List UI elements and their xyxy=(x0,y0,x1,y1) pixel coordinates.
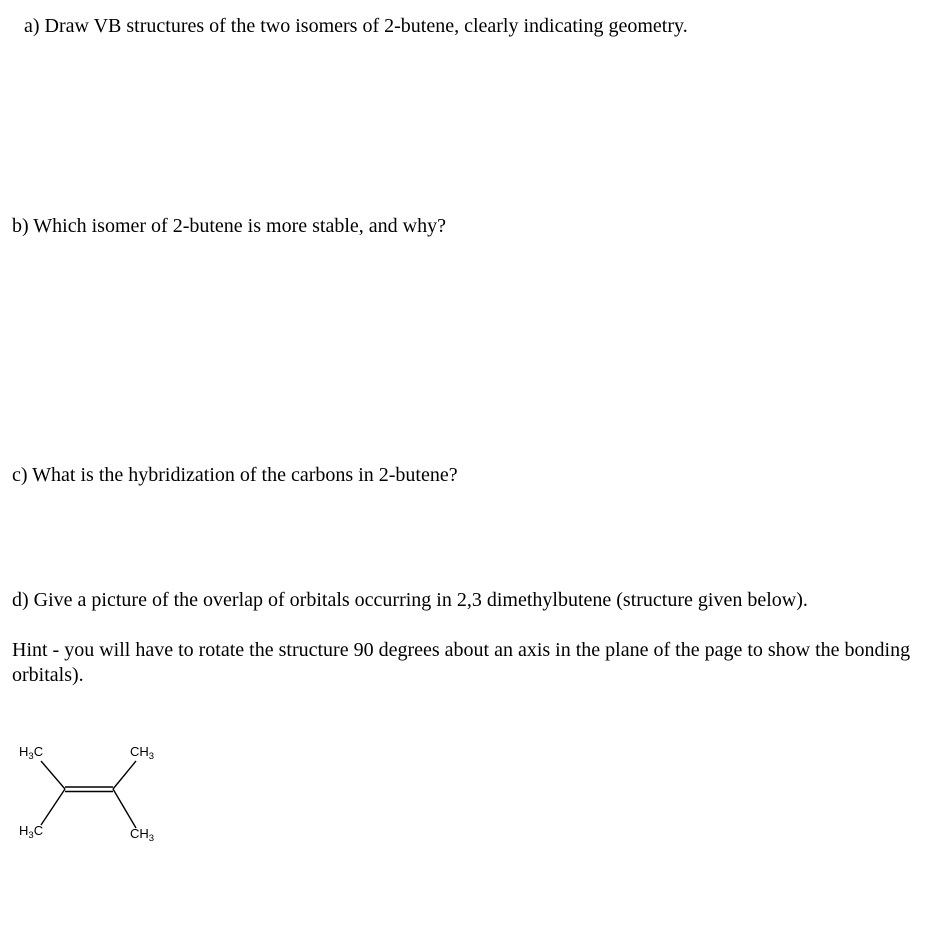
question-b: b) Which isomer of 2-butene is more stable, and why? xyxy=(12,215,446,237)
question-d-hint: Hint - you will have to rotate the structure 90 degrees about an axis in the plane of the page to show the bonding orbitals). xyxy=(12,639,911,686)
bond-top-left xyxy=(41,761,65,789)
bond-bottom-right xyxy=(113,789,136,828)
dimethylbutene-structure xyxy=(0,730,200,850)
bond-bottom-left xyxy=(41,789,65,825)
question-c: c) What is the hybridization of the carbons in 2-butene? xyxy=(12,464,458,486)
question-a: a) Draw VB structures of the two isomers of 2-butene, clearly indicating geometry. xyxy=(24,15,688,37)
label-ch3-top: $CH_3$ xyxy=(130,744,155,762)
question-d: d) Give a picture of the overlap of orbitals occurring in 2,3 dimethylbutene (structure given below). xyxy=(12,589,808,611)
label-h3c-top: $H_3C$ xyxy=(19,744,44,762)
label-h3c-bottom: $H_3C$ xyxy=(19,823,44,841)
label-ch3-bottom: $CH_3$ xyxy=(130,826,155,844)
bond-top-right xyxy=(113,761,136,789)
